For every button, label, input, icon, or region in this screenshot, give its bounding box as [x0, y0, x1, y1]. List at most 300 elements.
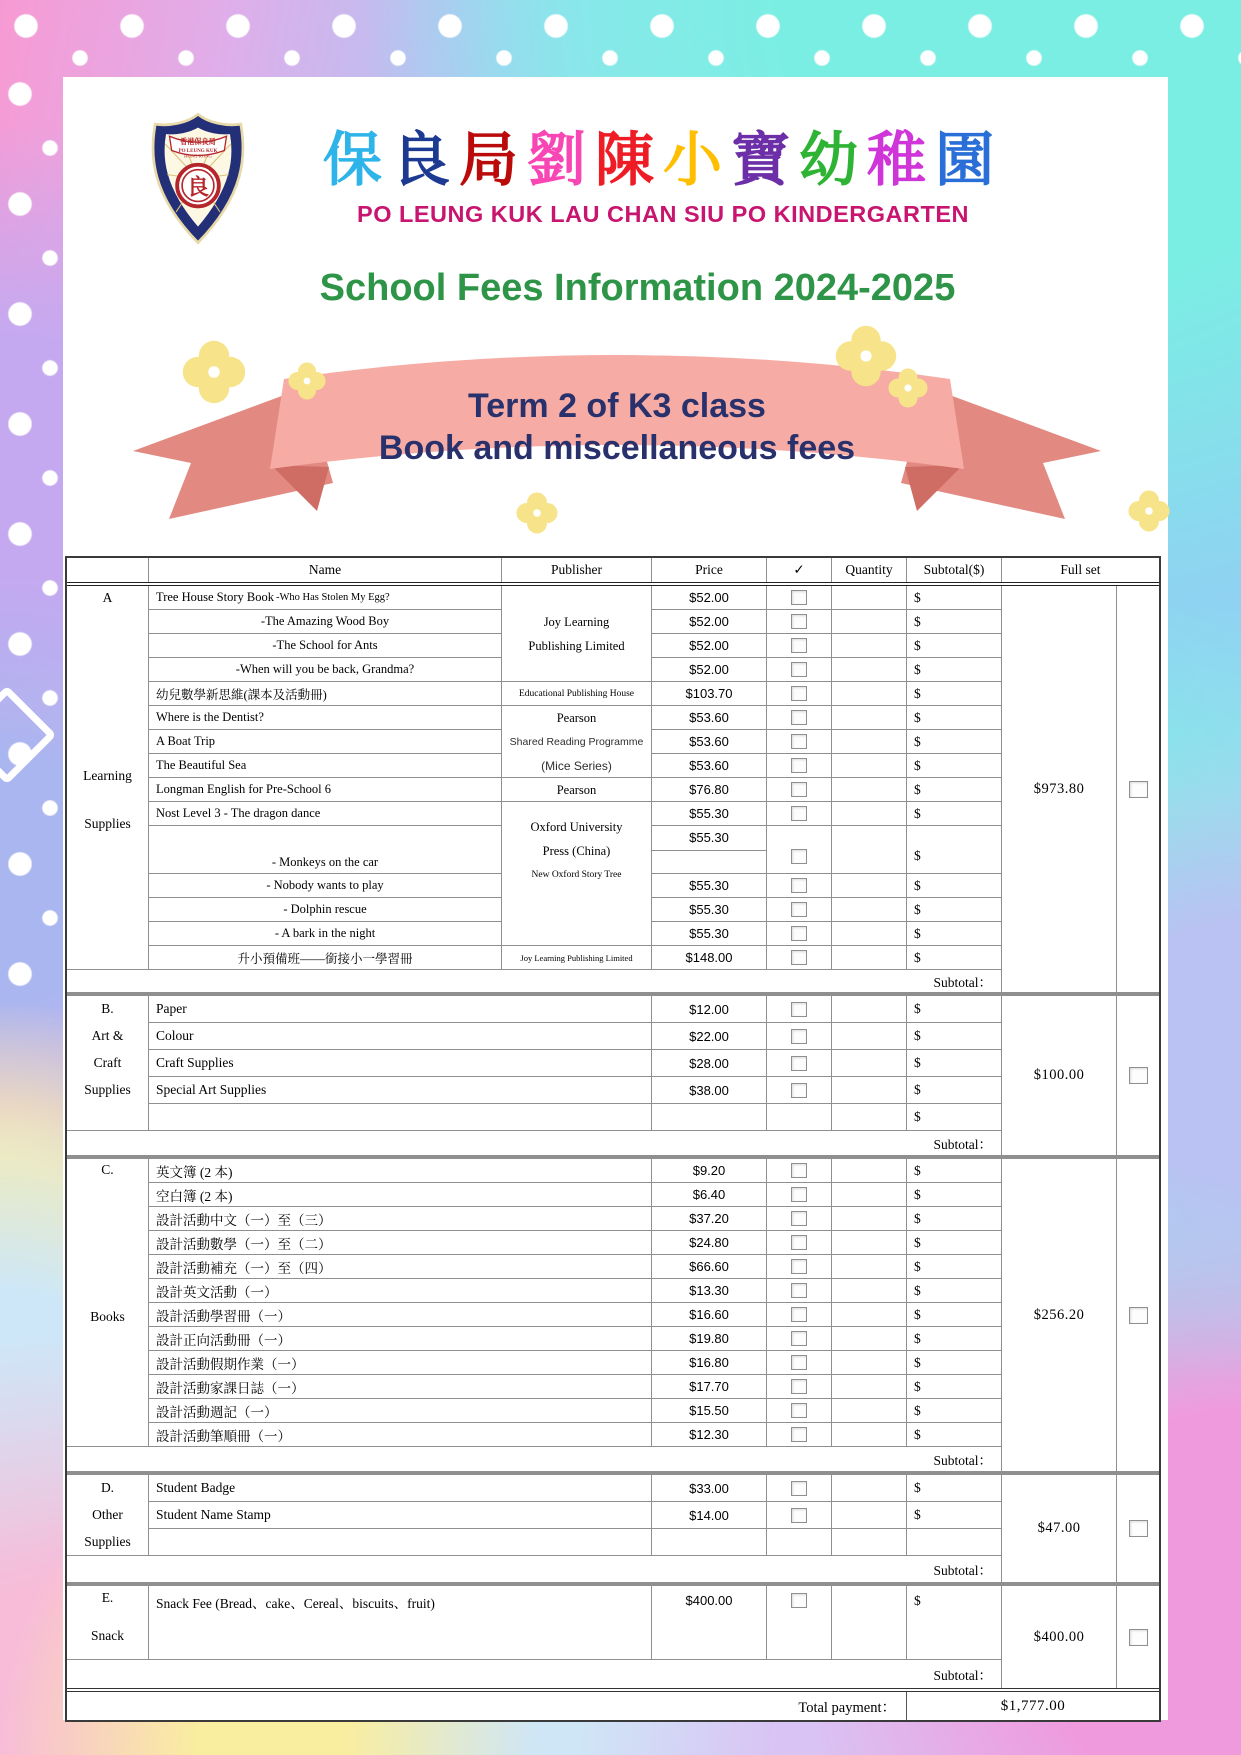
price-cell: $55.30 [652, 898, 767, 922]
quantity-cell[interactable] [832, 1050, 907, 1077]
price-cell: $55.30 [652, 922, 767, 946]
full-set-amount: $47.00 [1002, 1475, 1117, 1582]
col-header-publisher: Publisher [502, 558, 652, 582]
price-cell: $148.00 [652, 946, 767, 970]
price-cell: $38.00 [652, 1077, 767, 1104]
item-name: - Dolphin rescue [149, 898, 502, 922]
price-cell: $19.80 [652, 1327, 767, 1351]
col-header-price: Price [652, 558, 767, 582]
item-name: Tree House Story Book -Who Has Stolen My Egg? [149, 586, 502, 610]
col-header-check: ✓ [767, 558, 832, 582]
price-cell: $13.30 [652, 1279, 767, 1303]
publisher-cell [502, 586, 652, 682]
full-set-amount: $973.80 [1002, 586, 1117, 992]
subtotal-dollar-cell: $ [907, 1502, 1002, 1529]
checkbox-cell [767, 946, 832, 970]
publisher-line: New Oxford Story Tree [531, 870, 622, 880]
item-checkbox[interactable] [791, 758, 807, 773]
checkbox-cell [767, 1207, 832, 1231]
item-name: Nost Level 3 - The dragon dance [149, 802, 502, 826]
item-checkbox[interactable] [791, 1029, 807, 1044]
publisher-cell [502, 946, 652, 970]
item-checkbox[interactable] [791, 1283, 807, 1298]
item-checkbox[interactable] [791, 1379, 807, 1394]
item-name: Paper [149, 996, 652, 1023]
banner-line2: Book and miscellaneous fees [378, 429, 856, 467]
subtotal-dollar-cell: $ [907, 1104, 1002, 1131]
item-name: 設計活動中文（一）至（三） [149, 1207, 652, 1231]
quantity-cell[interactable] [832, 634, 907, 658]
publisher-line: Oxford University [530, 820, 623, 834]
checkbox-cell [767, 802, 832, 826]
price-cell: $15.50 [652, 1399, 767, 1423]
full-set-checkbox-cell [1117, 586, 1159, 992]
subtotal-dollar-cell [907, 1529, 1002, 1556]
subtotal-dollar-cell: $ [907, 1399, 1002, 1423]
checkbox-cell [767, 730, 832, 754]
subtotal-dollar-cell: $ [907, 1279, 1002, 1303]
price-cell: $24.80 [652, 1231, 767, 1255]
checkbox-cell [767, 634, 832, 658]
quantity-cell[interactable] [832, 1077, 907, 1104]
item-name: 空白簿 (2 本) [149, 1183, 652, 1207]
quantity-cell[interactable] [832, 1255, 907, 1279]
item-name: -The School for Ants [149, 634, 502, 658]
item-name: A Boat Trip [149, 730, 502, 754]
item-name: The Beautiful Sea [149, 754, 502, 778]
checkbox-cell [767, 1159, 832, 1183]
col-header-name: Name [149, 558, 502, 582]
subtotal-dollar-cell: $ [907, 922, 1002, 946]
publisher-cell [502, 778, 652, 802]
item-checkbox[interactable] [791, 1211, 807, 1226]
subtotal-dollar-cell: $ [907, 1077, 1002, 1104]
full-set-amount: $256.20 [1002, 1159, 1117, 1471]
price-cell: $66.60 [652, 1255, 767, 1279]
publisher-line: (Mice Series) [541, 758, 612, 773]
subtotal-dollar-cell: $ [907, 1375, 1002, 1399]
item-checkbox[interactable] [791, 878, 807, 893]
item-checkbox[interactable] [791, 926, 807, 941]
school-name-char: 保 [322, 125, 391, 194]
quantity-cell[interactable] [832, 996, 907, 1023]
item-name: -When will you be back, Grandma? [149, 658, 502, 682]
price-cell: $12.30 [652, 1423, 767, 1447]
subtotal-dollar-cell: $ [907, 898, 1002, 922]
price-cell: $52.00 [652, 658, 767, 682]
quantity-cell[interactable] [832, 802, 907, 826]
category-cell [67, 586, 149, 970]
quantity-cell[interactable] [832, 922, 907, 946]
border-dots-left [0, 60, 63, 1020]
price-value: $55.30 [652, 826, 766, 851]
price-cell: $52.00 [652, 586, 767, 610]
quantity-cell[interactable] [832, 778, 907, 802]
quantity-cell[interactable] [832, 1502, 907, 1529]
price-cell: $400.00 [652, 1586, 767, 1660]
price-cell: $52.00 [652, 610, 767, 634]
subtotal-label: Subtotal： [67, 1660, 1002, 1688]
item-checkbox[interactable] [791, 686, 807, 701]
col-header-quantity: Quantity [832, 558, 907, 582]
subtotal-dollar-cell: $ [907, 996, 1002, 1023]
item-checkbox[interactable] [791, 734, 807, 749]
price-cell: $28.00 [652, 1050, 767, 1077]
publisher-cell [502, 682, 652, 706]
flower-icon [888, 368, 928, 408]
quantity-cell[interactable] [832, 1183, 907, 1207]
item-checkbox[interactable] [791, 1593, 807, 1608]
section-e [67, 1582, 1159, 1688]
subtotal-dollar-cell: $ [907, 1423, 1002, 1447]
checkbox-cell [767, 1023, 832, 1050]
subtotal-dollar-cell: $ [907, 634, 1002, 658]
logo-text-en1: PO LEUNG KUK [178, 149, 218, 155]
quantity-cell[interactable] [832, 1399, 907, 1423]
category-label: B. [101, 1001, 114, 1016]
category-label: D. [100, 1480, 115, 1495]
school-name-english: PO LEUNG KUK LAU CHAN SIU PO KINDERGARTEN [357, 201, 969, 227]
flower-icon [1128, 490, 1170, 532]
publisher-line: Shared Reading Programme [509, 735, 644, 748]
item-name: - Monkeys on the car [149, 826, 502, 874]
checkbox-cell [767, 754, 832, 778]
logo-emblem: 良 [187, 174, 209, 200]
subtotal-label: Subtotal： [67, 1131, 1002, 1155]
subtotal-dollar-cell: $ [907, 1327, 1002, 1351]
category-label: Learning [83, 768, 132, 783]
price-cell: $37.20 [652, 1207, 767, 1231]
item-checkbox[interactable] [791, 1508, 807, 1523]
item-checkbox[interactable] [791, 1235, 807, 1250]
subtotal-dollar-cell: $ [907, 1023, 1002, 1050]
price-cell: $14.00 [652, 1502, 767, 1529]
quantity-cell[interactable] [832, 586, 907, 610]
col-header-full-set: Full set [1060, 562, 1101, 577]
item-checkbox[interactable] [791, 1481, 807, 1496]
subtotal-dollar-cell: $ [907, 658, 1002, 682]
checkbox-cell [767, 1375, 832, 1399]
checkbox-cell [767, 1423, 832, 1447]
logo-text-en2: HONG KONG [184, 153, 212, 159]
school-name-char: 劉 [526, 125, 595, 194]
item-checkbox[interactable] [791, 806, 807, 821]
item-name: 設計活動數學（一）至（二） [149, 1231, 652, 1255]
quantity-cell[interactable] [832, 1279, 907, 1303]
item-name: Longman English for Pre-School 6 [149, 778, 502, 802]
checkbox-cell [767, 1327, 832, 1351]
school-name-chinese [213, 117, 1113, 203]
full-set-amount: $400.00 [1002, 1586, 1117, 1688]
price-cell: $12.00 [652, 996, 767, 1023]
publisher-cell [502, 802, 652, 946]
price-cell [652, 1104, 767, 1131]
category-cell [67, 996, 149, 1131]
subtotal-dollar-cell: $ [907, 1475, 1002, 1502]
category-label: Art & [91, 1028, 124, 1043]
item-checkbox[interactable] [791, 1355, 807, 1370]
full-set-checkbox-cell [1117, 996, 1159, 1155]
school-name-char: 局 [458, 125, 527, 194]
school-name-char: 寶 [731, 125, 800, 194]
subtotal-dollar-cell: $ [907, 1586, 1002, 1660]
quantity-cell[interactable] [832, 898, 907, 922]
full-set-checkbox[interactable] [1129, 1067, 1148, 1084]
price-cell [652, 826, 767, 874]
publisher-line: Joy Learning Publishing Limited [520, 952, 633, 963]
price-cell: $53.60 [652, 754, 767, 778]
price-cell: $6.40 [652, 1183, 767, 1207]
checkbox-cell [767, 1183, 832, 1207]
item-checkbox[interactable] [791, 1002, 807, 1017]
diamond-decoration [0, 686, 56, 785]
item-name: Colour [149, 1023, 652, 1050]
quantity-cell[interactable] [832, 658, 907, 682]
quantity-cell[interactable] [832, 1231, 907, 1255]
school-name-char: 稚 [867, 125, 936, 194]
quantity-cell[interactable] [832, 946, 907, 970]
full-set-checkbox[interactable] [1129, 1307, 1148, 1324]
checkbox-cell [767, 1303, 832, 1327]
logo-text-zh: 香港保良局 [180, 137, 216, 146]
category-label: C. [101, 1162, 114, 1177]
item-checkbox[interactable] [791, 638, 807, 653]
school-name-char: 幼 [799, 125, 868, 194]
subtotal-dollar-cell: $ [907, 1351, 1002, 1375]
publisher-line: Pearson [556, 782, 597, 797]
content-panel [63, 77, 1168, 1720]
item-name: - A bark in the night [149, 922, 502, 946]
quantity-cell[interactable] [832, 1375, 907, 1399]
quantity-cell[interactable] [832, 1023, 907, 1050]
checkbox-cell [767, 1399, 832, 1423]
price-cell: $16.80 [652, 1351, 767, 1375]
subtotal-dollar-cell: $ [907, 946, 1002, 970]
quantity-cell[interactable] [832, 1586, 907, 1660]
subtotal-dollar-cell: $ [907, 754, 1002, 778]
checkbox-cell [767, 1255, 832, 1279]
item-checkbox[interactable] [791, 950, 807, 965]
quantity-cell[interactable] [832, 1475, 907, 1502]
col-header-category [67, 558, 149, 582]
checkbox-cell [767, 610, 832, 634]
item-name: Student Name Stamp [149, 1502, 652, 1529]
item-checkbox[interactable] [791, 614, 807, 629]
quantity-cell[interactable] [832, 1423, 907, 1447]
item-name: 設計英文活動（一） [149, 1279, 652, 1303]
flower-icon [288, 362, 326, 400]
subtotal-dollar-cell: $ [907, 586, 1002, 610]
price-cell: $103.70 [652, 682, 767, 706]
subtotal-dollar-cell: $ [907, 1255, 1002, 1279]
item-name: Snack Fee (Bread、cake、Cereal、biscuits、fruit) [149, 1586, 652, 1660]
subtotal-dollar-cell: $ [907, 1231, 1002, 1255]
checkbox-cell [767, 1586, 832, 1660]
total-payment-row [67, 1688, 1159, 1720]
publisher-line: Joy Learning [543, 614, 610, 629]
price-cell: $55.30 [652, 874, 767, 898]
quantity-cell[interactable] [832, 1327, 907, 1351]
price-cell: $53.60 [652, 730, 767, 754]
quantity-cell[interactable] [832, 826, 907, 874]
border-dots-top [0, 0, 1241, 78]
item-checkbox[interactable] [791, 1403, 807, 1418]
checkbox-cell [767, 1077, 832, 1104]
category-label: Supplies [84, 1534, 131, 1549]
checkbox-cell [767, 1475, 832, 1502]
checkbox-cell [767, 826, 832, 874]
full-set-checkbox-cell [1117, 1475, 1159, 1582]
flower-icon [516, 492, 558, 534]
category-label: Snack [91, 1628, 124, 1643]
checkbox-cell [767, 1231, 832, 1255]
item-checkbox[interactable] [791, 1083, 807, 1098]
item-name: Student Badge [149, 1475, 652, 1502]
subtotal-label: Subtotal： [67, 1556, 1002, 1582]
category-label: Supplies [84, 1082, 131, 1097]
price-cell [652, 1529, 767, 1556]
section-a [67, 586, 1159, 992]
checkbox-cell [767, 778, 832, 802]
quantity-cell[interactable] [832, 682, 907, 706]
item-name: 設計活動假期作業（一） [149, 1351, 652, 1375]
subtotal-dollar-cell: $ [907, 1159, 1002, 1183]
subtotal-label: Subtotal： [67, 1447, 1002, 1471]
item-name: 設計活動家課日誌（一） [149, 1375, 652, 1399]
item-name: Craft Supplies [149, 1050, 652, 1077]
banner-line1: Term 2 of K3 class [468, 387, 766, 425]
total-payment-label: Total payment： [67, 1692, 907, 1720]
price-cell: $17.70 [652, 1375, 767, 1399]
checkbox-cell [767, 586, 832, 610]
category-label: Supplies [84, 816, 131, 831]
full-set-checkbox[interactable] [1129, 1629, 1148, 1646]
quantity-cell[interactable] [832, 1159, 907, 1183]
item-checkbox[interactable] [791, 1259, 807, 1274]
item-checkbox[interactable] [791, 1427, 807, 1442]
subtotal-dollar-cell: $ [907, 802, 1002, 826]
checkbox-cell [767, 874, 832, 898]
checkbox-cell [767, 682, 832, 706]
price-cell: $53.60 [652, 706, 767, 730]
subtotal-dollar-cell: $ [907, 1207, 1002, 1231]
category-label: Other [92, 1507, 123, 1522]
item-checkbox[interactable] [791, 902, 807, 917]
ribbon-banner [121, 345, 1113, 541]
item-checkbox[interactable] [791, 1307, 807, 1322]
full-set-checkbox[interactable] [1129, 1520, 1148, 1537]
quantity-cell[interactable] [832, 1351, 907, 1375]
item-checkbox[interactable] [791, 1163, 807, 1178]
quantity-cell[interactable] [832, 610, 907, 634]
item-name: Special Art Supplies [149, 1077, 652, 1104]
item-checkbox[interactable] [791, 1331, 807, 1346]
school-name-char: 小 [663, 125, 732, 194]
subtotal-dollar-cell: $ [907, 778, 1002, 802]
checkbox-cell [767, 1529, 832, 1556]
item-name [149, 1104, 652, 1131]
publisher-line: Pearson [556, 710, 597, 725]
checkbox-cell [767, 1351, 832, 1375]
subtotal-dollar-cell: $ [907, 1050, 1002, 1077]
item-checkbox[interactable] [791, 1187, 807, 1202]
publisher-line: Press (China) [542, 844, 611, 858]
quantity-cell[interactable] [832, 730, 907, 754]
publisher-line: Publishing Limited [528, 638, 625, 653]
quantity-cell[interactable] [832, 1303, 907, 1327]
table-header-row [67, 558, 1159, 586]
total-payment-value: $1,777.00 [1000, 1697, 1066, 1714]
price-cell: $76.80 [652, 778, 767, 802]
item-checkbox[interactable] [791, 1056, 807, 1071]
quantity-cell[interactable] [832, 1207, 907, 1231]
category-cell [67, 1159, 149, 1447]
quantity-cell[interactable] [832, 1104, 907, 1131]
item-name: -The Amazing Wood Boy [149, 610, 502, 634]
subtotal-dollar-cell: $ [907, 682, 1002, 706]
item-name [149, 1529, 652, 1556]
item-checkbox[interactable] [791, 710, 807, 725]
quantity-cell[interactable] [832, 706, 907, 730]
item-checkbox[interactable] [791, 782, 807, 797]
price-cell: $55.30 [652, 802, 767, 826]
item-checkbox[interactable] [791, 849, 807, 864]
checkbox-cell [767, 922, 832, 946]
item-name-subtitle: -Who Has Stolen My Egg? [275, 592, 390, 603]
subtotal-dollar-cell: $ [907, 874, 1002, 898]
item-name: Where is the Dentist? [149, 706, 502, 730]
category-cell [67, 1586, 149, 1660]
item-checkbox[interactable] [791, 662, 807, 677]
item-name: 設計活動筆順冊（一） [149, 1423, 652, 1447]
price-cell: $22.00 [652, 1023, 767, 1050]
subtotal-label: Subtotal： [67, 970, 1002, 992]
school-name-char: 良 [390, 125, 459, 194]
school-name-char: 陳 [594, 125, 663, 194]
fees-table [65, 556, 1161, 1722]
page-title: School Fees Information 2024-2025 [319, 267, 956, 309]
section-c [67, 1155, 1159, 1471]
checkbox-cell [767, 706, 832, 730]
category-cell [67, 1475, 149, 1556]
checkbox-cell [767, 1279, 832, 1303]
item-checkbox[interactable] [791, 590, 807, 605]
price-cell: $52.00 [652, 634, 767, 658]
item-name: 設計正向活動冊（一） [149, 1327, 652, 1351]
item-name: 設計活動補充（一）至（四） [149, 1255, 652, 1279]
checkbox-cell [767, 1050, 832, 1077]
category-label: A [102, 590, 113, 605]
quantity-cell[interactable] [832, 1529, 907, 1556]
category-label: E. [101, 1590, 114, 1605]
section-d [67, 1471, 1159, 1582]
quantity-cell[interactable] [832, 754, 907, 778]
checkbox-cell [767, 658, 832, 682]
col-header-subtotal: Subtotal($) [907, 558, 1002, 582]
category-label: Craft [93, 1055, 122, 1070]
checkbox-cell [767, 898, 832, 922]
subtotal-dollar-cell: $ [907, 706, 1002, 730]
category-label: Books [90, 1309, 125, 1324]
quantity-cell[interactable] [832, 874, 907, 898]
publisher-cell [502, 706, 652, 778]
full-set-checkbox[interactable] [1129, 781, 1148, 798]
price-cell: $33.00 [652, 1475, 767, 1502]
item-name: 幼兒數學新思維(課本及活動冊) [149, 682, 502, 706]
subtotal-dollar-cell: $ [907, 610, 1002, 634]
flower-icon [182, 340, 246, 404]
checkbox-cell [767, 1502, 832, 1529]
